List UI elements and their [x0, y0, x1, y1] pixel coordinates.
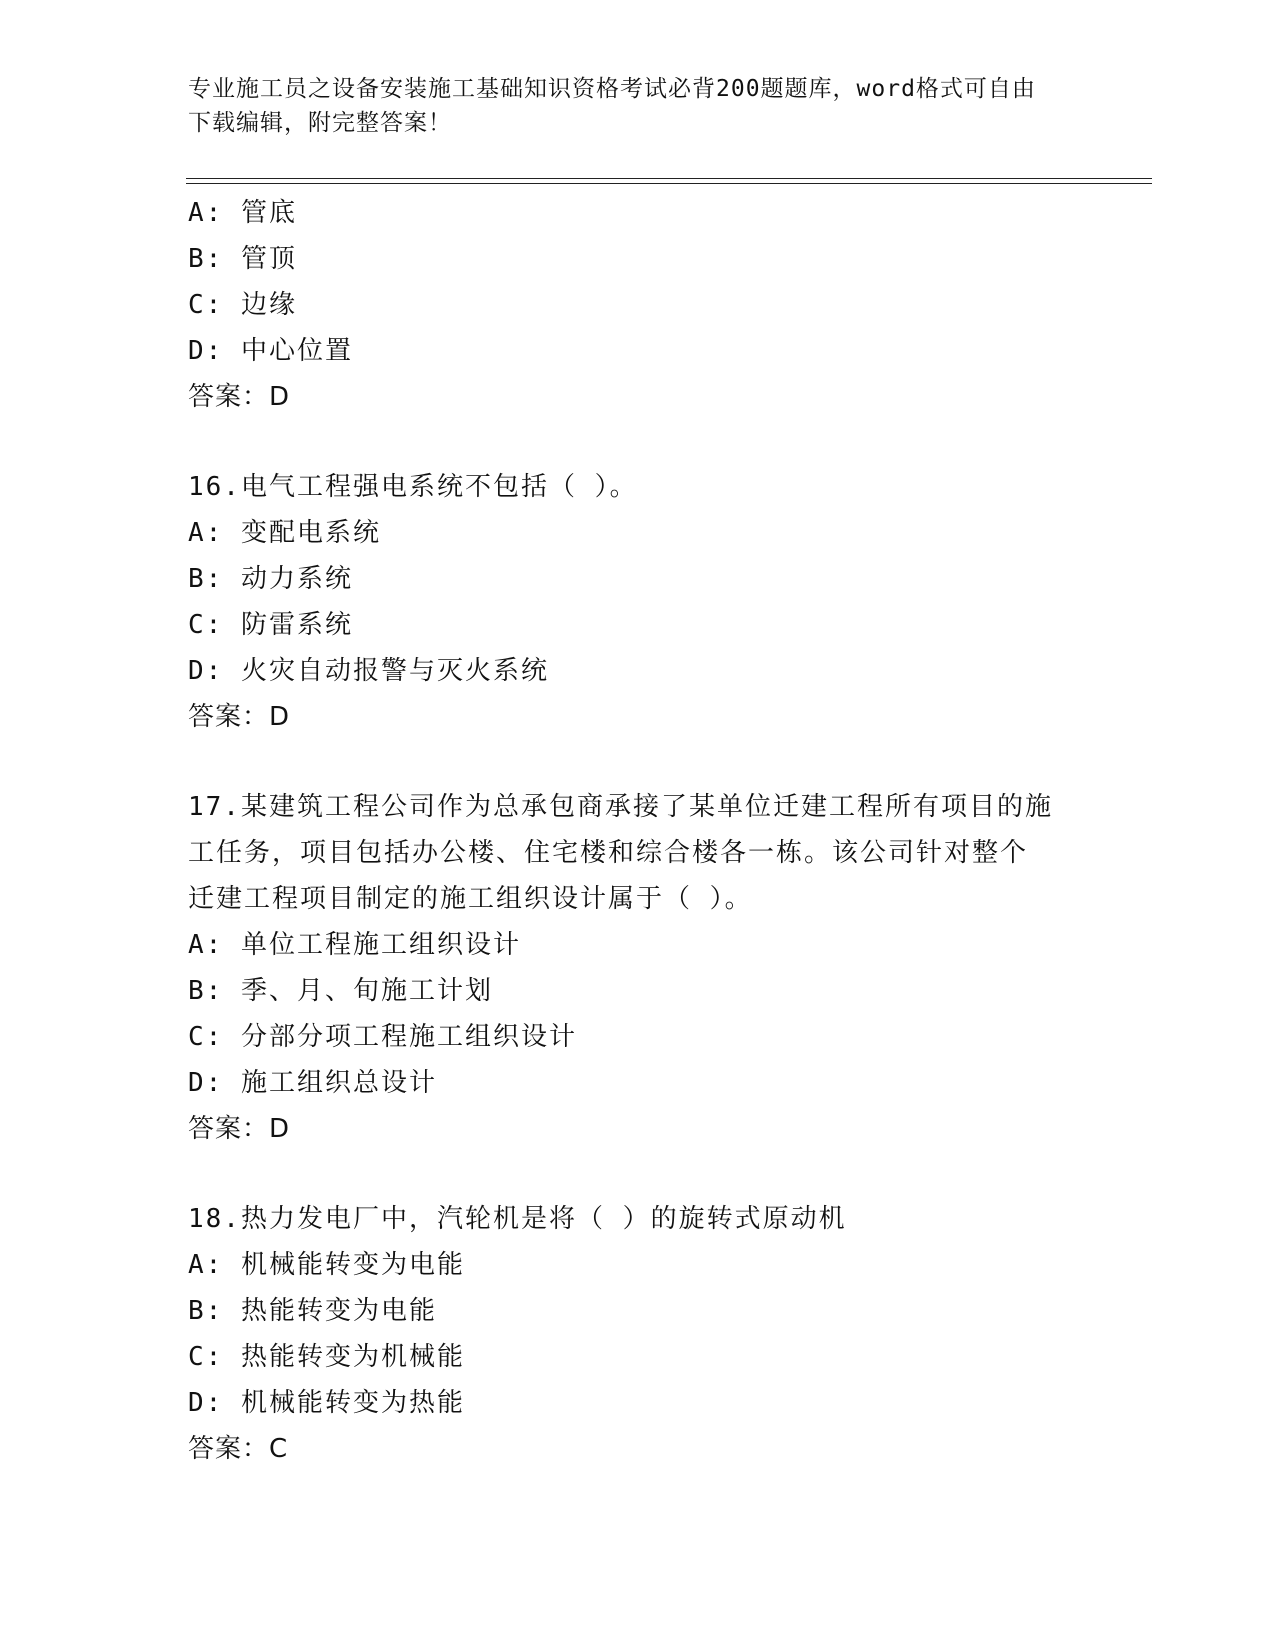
- question-15: [188, 190, 1088, 420]
- option-c: C: 防雷系统: [188, 610, 353, 640]
- answer: 答案：D: [188, 1114, 291, 1144]
- question-16: [188, 464, 1088, 740]
- option-a: A: 机械能转变为电能: [188, 1250, 465, 1280]
- question-17: [188, 784, 1088, 1152]
- question-list: [188, 190, 1088, 1472]
- option-c: C: 边缘: [188, 290, 297, 320]
- option-d: D: 中心位置: [188, 336, 353, 366]
- question-text-line-3: 迁建工程项目制定的施工组织设计属于（ ）。: [188, 884, 753, 914]
- header-divider-top: [186, 178, 1152, 179]
- header-line-2: 下载编辑，附完整答案！: [188, 110, 452, 136]
- option-b: B: 季、月、旬施工计划: [188, 976, 493, 1006]
- answer: 答案：D: [188, 702, 291, 732]
- question-text: 18.热力发电厂中，汽轮机是将（ ）的旋转式原动机: [188, 1204, 847, 1234]
- option-d: D: 施工组织总设计: [188, 1068, 437, 1098]
- answer: 答案：C: [188, 1434, 289, 1464]
- question-text: 16.电气工程强电系统不包括（ ）。: [188, 472, 638, 502]
- option-a: A: 管底: [188, 198, 297, 228]
- document-header: [188, 72, 1068, 140]
- header-line-1: 专业施工员之设备安装施工基础知识资格考试必背200题题库，word格式可自由: [188, 76, 1036, 102]
- question-text-line-2: 工任务，项目包括办公楼、住宅楼和综合楼各一栋。该公司针对整个: [188, 838, 1029, 868]
- option-d: D: 火灾自动报警与灭火系统: [188, 656, 549, 686]
- question-text-line-1: 17.某建筑工程公司作为总承包商承接了某单位迁建工程所有项目的施: [188, 792, 1053, 822]
- header-divider-bottom: [186, 183, 1152, 184]
- question-18: [188, 1196, 1088, 1472]
- option-d: D: 机械能转变为热能: [188, 1388, 465, 1418]
- option-b: B: 动力系统: [188, 564, 353, 594]
- option-a: A: 单位工程施工组织设计: [188, 930, 521, 960]
- option-b: B: 管顶: [188, 244, 297, 274]
- option-a: A: 变配电系统: [188, 518, 381, 548]
- option-c: C: 热能转变为机械能: [188, 1342, 465, 1372]
- option-b: B: 热能转变为电能: [188, 1296, 437, 1326]
- answer: 答案：D: [188, 382, 291, 412]
- option-c: C: 分部分项工程施工组织设计: [188, 1022, 577, 1052]
